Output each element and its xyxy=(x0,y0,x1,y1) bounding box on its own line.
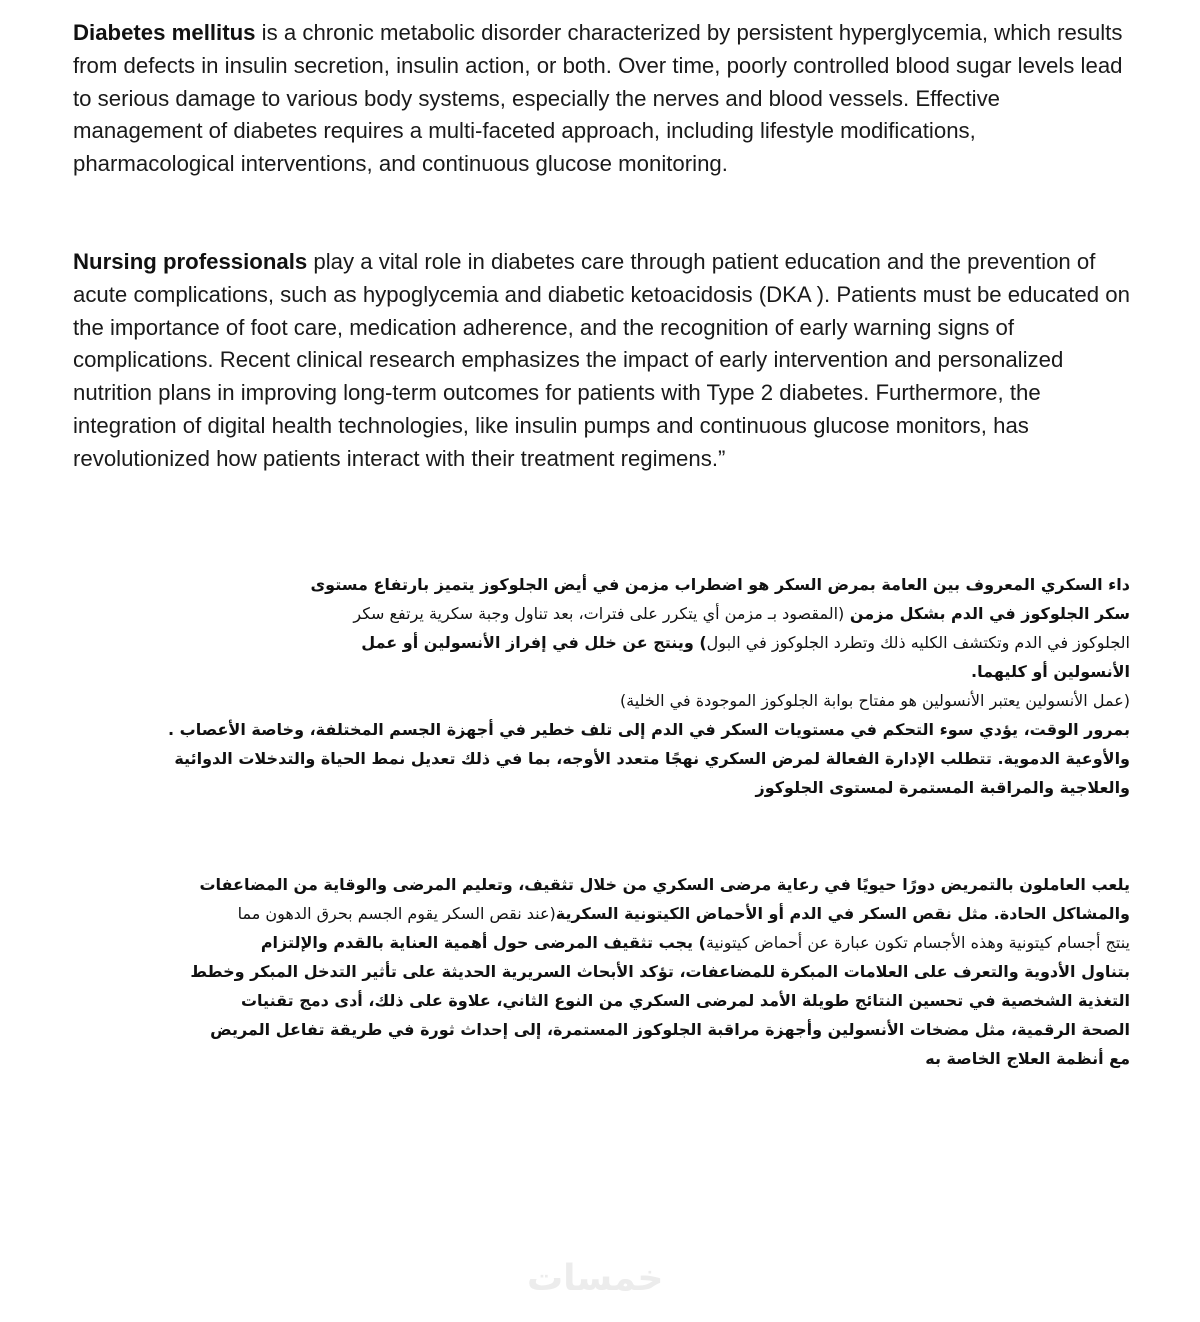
term-nursing-professionals: Nursing professionals xyxy=(73,249,308,274)
arabic-paragraph-diabetes xyxy=(130,570,1130,802)
arabic-bold-run: ) وينتج عن خلل في إفراز الأنسولين أو عمل xyxy=(361,633,707,652)
english-paragraph-nursing xyxy=(73,246,1133,476)
english-paragraph-diabetes xyxy=(73,17,1133,181)
arabic-line xyxy=(130,628,1130,657)
arabic-line: التغذية الشخصية في تحسين النتائج طويلة الأمد لمرضى السكري من النوع الثاني، علاوة على ذلك، أدى دمج تقنيات xyxy=(240,991,1130,1010)
arabic-regular-run: (المقصود بـ مزمن أي يتكرر على فترات، بعد تناول وجبة سكرية يرتفع سكر xyxy=(353,604,845,623)
arabic-line: يلعب العاملون بالتمريض دورًا حيويًا في رعاية مرضى السكري من خلال تثقيف، وتعليم المرضى والوقاية من المضاعفات xyxy=(199,875,1130,894)
arabic-bold-run: سكر الجلوكوز في الدم بشكل مزمن xyxy=(844,604,1130,623)
arabic-regular-run: (عند نقص السكر يقوم الجسم بحرق الدهون مما xyxy=(237,904,556,923)
arabic-line xyxy=(130,899,1130,928)
arabic-line: مع أنظمة العلاج الخاصة به xyxy=(925,1049,1130,1068)
arabic-line xyxy=(130,599,1130,628)
arabic-line: والعلاجية والمراقبة المستمرة لمستوى الجلوكوز xyxy=(755,778,1130,797)
arabic-line: بمرور الوقت، يؤدي سوء التحكم في مستويات السكر في الدم إلى تلف خطير في أجهزة الجسم المختلفة، وخاصة الأعصاب . xyxy=(167,720,1130,739)
arabic-bold-run: والمشاكل الحادة. مثل نقص السكر في الدم أو الأحماض الكيتونية السكرية xyxy=(555,904,1130,923)
arabic-bold-run: ) يجب تثقيف المرضى حول أهمية العناية بالقدم والإلتزام xyxy=(260,933,706,952)
arabic-line: الصحة الرقمية، مثل مضخات الأنسولين وأجهزة مراقبة الجلوكوز المستمرة، إلى إحداث ثورة في طريقة تفاعل المريض xyxy=(210,1020,1130,1039)
paragraph-text: play a vital role in diabetes care through patient education and the prevention of acute complications, such as hypoglycemia and diabetic ketoacidosis (DKA ). Patients must be educated on the importance of foot care, medication adherence, and the recognition of early warning signs of complications. Recent clinical research emphasizes the impact of early intervention and personalized nutrition plans in improving long-term outcomes for patients with Type 2 diabetes. Furthermore, the integration of digital health technologies, like insulin pumps and continuous glucose monitors, has revolutionized how patients interact with their treatment regimens.” xyxy=(73,249,1130,471)
arabic-regular-run: ينتج أجسام كيتونية وهذه الأجسام تكون عبارة عن أحماض كيتونية xyxy=(705,933,1130,952)
arabic-line: الأنسولين أو كليهما. xyxy=(971,662,1130,681)
khamsat-watermark-logo: خمسات xyxy=(527,1258,664,1299)
arabic-line: داء السكري المعروف بين العامة بمرض السكر هو اضطراب مزمن في أيض الجلوكوز يتميز بارتفاع مستوى xyxy=(310,575,1130,594)
arabic-paragraph-nursing xyxy=(130,870,1130,1073)
arabic-line: بتناول الأدوية والتعرف على العلامات المبكرة للمضاعفات، تؤكد الأبحاث السريرية الحديثة على تأثير التدخل المبكر وخطط xyxy=(190,962,1130,981)
paragraph-text: is a chronic metabolic disorder characterized by persistent hyperglycemia, which results from defects in insulin secretion, insulin action, or both. Over time, poorly controlled blood sugar levels lead to serious damage to various body systems, especially the nerves and blood vessels. Effective management of diabetes requires a multi-faceted approach, including lifestyle modifications, pharmacological interventions, and continuous glucose monitoring. xyxy=(73,20,1123,177)
arabic-line: (عمل الأنسولين يعتبر الأنسولين هو مفتاح بوابة الجلوكوز الموجودة في الخلية) xyxy=(619,691,1130,710)
arabic-regular-run: الجلوكوز في الدم وتكتشف الكليه ذلك وتطرد الجلوكوز في البول xyxy=(706,633,1130,652)
term-diabetes-mellitus: Diabetes mellitus xyxy=(73,20,256,45)
arabic-line: والأوعية الدموية. تتطلب الإدارة الفعالة لمرض السكري نهجًا متعدد الأوجه، بما في ذلك تعديل نمط الحياة والتدخلات الدوائية xyxy=(174,749,1130,768)
arabic-line xyxy=(130,928,1130,957)
